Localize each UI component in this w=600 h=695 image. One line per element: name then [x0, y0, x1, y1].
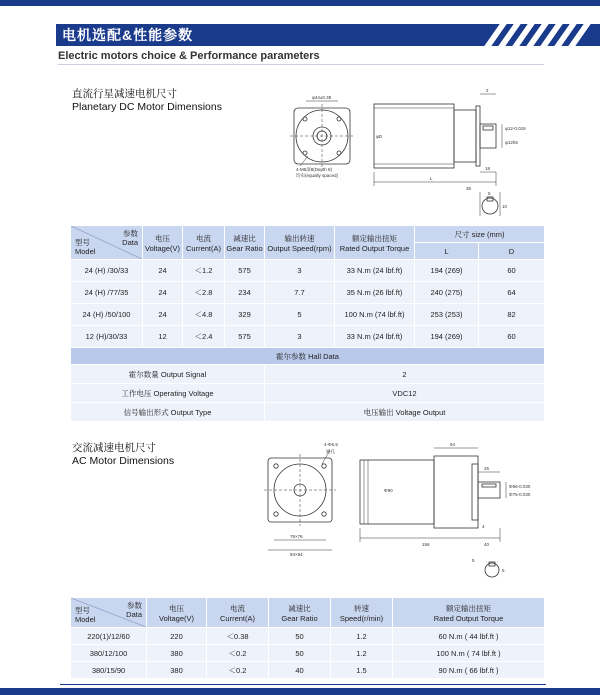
ac-corner-param-cn: 参数 [127, 601, 142, 610]
dc-section-title [72, 88, 222, 114]
dc-hall-row: 工作电压 Operating Voltage VDC12 [71, 384, 545, 403]
page-subtitle: Electric motors choice & Performance parameters [58, 50, 320, 62]
dc-header-output-speed: 输出转速 Output Speed(rpm) [265, 226, 335, 260]
dc-label-phi-top: φ44±0.38 [312, 95, 332, 100]
dc-label-5: 5 [488, 191, 491, 196]
ac-header-current: 电流 Current(A) [207, 598, 269, 628]
dc-label-shaft-1: φ12-0.018 [505, 126, 526, 131]
dc-header-gear-ratio: 减速比 Gear Ratio [225, 226, 265, 260]
ac-table-row: 380/12/100 380 ＜0.2 50 1.2 100 N.m ( 74 lbf.ft ) [71, 645, 545, 662]
dc-title-en: Planetary DC Motor Dimensions [72, 101, 222, 113]
dc-header-size-l: L [415, 243, 479, 260]
dc-label-l: L [430, 176, 433, 181]
dc-header-voltage: 电压 Voltage(V) [143, 226, 183, 260]
dc-label-18: 18 [485, 166, 491, 171]
dc-label-2: 2 [486, 88, 489, 93]
ac-corner-model-cn: 型号 [75, 606, 90, 615]
ac-section-title [72, 442, 174, 468]
dc-corner-model-cn: 型号 [75, 238, 90, 247]
ac-label-inner: 76×76 [290, 534, 303, 539]
dc-hall-row: 霍尔数量 Output Signal 2 [71, 365, 545, 384]
dc-label-shaft-2: φ12h6 [505, 140, 518, 145]
dc-label-key-10: 10 [502, 204, 508, 209]
footer-accent-bar [0, 688, 600, 695]
ac-label-40: 40 [484, 542, 490, 547]
ac-corner-model-en: Model [75, 615, 96, 624]
ac-corner-param-en: Data [126, 610, 142, 619]
ac-table-corner [71, 598, 147, 628]
dc-table-row: 12 (H)/30/33 12 ＜2.4 575 3 33 N.m (24 lbf.ft) 194 (269) 60 [71, 326, 545, 348]
header-stripes-decoration [482, 24, 592, 46]
ac-label-shaft-2: Φ75-0.030 [509, 492, 531, 497]
dc-header-size: 尺寸 size (mm) [415, 226, 545, 243]
top-accent-bar [0, 0, 600, 6]
ac-motor-drawing [260, 436, 535, 584]
dc-title-cn: 直流行星减速电机尺寸 [72, 88, 177, 100]
ac-label-25: 25 [484, 466, 490, 471]
ac-label-d90: Φ90 [384, 488, 393, 493]
ac-label-holes-2: 通孔 [326, 449, 335, 454]
footer-divider [60, 684, 546, 685]
dc-label-36: 36 [466, 186, 472, 191]
ac-label-outer: 94×94 [290, 552, 303, 557]
ac-label-156: 156 [422, 542, 430, 547]
dc-header-size-d: D [479, 243, 545, 260]
dc-table-row: 24 (H) /77/35 24 ＜2.8 234 7.7 35 N.m (26 lbf.ft) 240 (275) 64 [71, 282, 545, 304]
ac-header-speed: 转速 Speed(r/min) [331, 598, 393, 628]
dc-label-bolt-2: 均布(equally spaced) [296, 173, 339, 178]
ac-header-rated-torque: 额定输出扭矩 Rated Output Torque [393, 598, 545, 628]
header-divider [58, 64, 544, 65]
dc-corner-param-cn: 参数 [123, 229, 138, 238]
dc-hall-row: 信号输出形式 Output Type 电压输出 Voltage Output [71, 403, 545, 422]
dc-hall-title: 霍尔参数 Hall Data [71, 348, 545, 365]
ac-table-row: 380/15/90 380 ＜0.2 40 1.5 90 N.m ( 66 lbf.ft ) [71, 662, 545, 679]
dc-label-phi-d: φD [376, 134, 383, 139]
dc-header-rated-torque: 额定输出扭矩 Rated Output Torque [335, 226, 415, 260]
ac-header-gear-ratio: 减速比 Gear Ratio [269, 598, 331, 628]
dc-motor-drawing [280, 86, 530, 222]
dc-corner-model-en: Model [75, 247, 96, 256]
ac-table-row: 220(1)/12/60 220 ＜0.38 50 1.2 60 N.m ( 44 lbf.ft ) [71, 628, 545, 645]
dc-header-current: 电流 Current(A) [183, 226, 225, 260]
ac-label-4: 4 [482, 524, 485, 529]
dc-table-row: 24 (H) /50/100 24 ＜4.8 329 5 100 N.m (74 lbf.ft) 253 (253) 82 [71, 304, 545, 326]
dc-table-row: 24 (H) /30/33 24 ＜1.2 575 3 33 N.m (24 lbf.ft) 194 (269) 60 [71, 260, 545, 282]
ac-label-5: 5 [472, 558, 475, 563]
ac-title-en: AC Motor Dimensions [72, 455, 175, 467]
ac-header-voltage: 电压 Voltage(V) [147, 598, 207, 628]
ac-label-54: 54 [450, 442, 456, 447]
ac-label-holes-1: 4-Φ6.5 [324, 442, 338, 447]
dc-label-bolt-1: 4-M5深8(Depth 8) [296, 167, 333, 172]
dc-spec-table [70, 225, 545, 422]
dc-table-corner [71, 226, 143, 260]
ac-label-key-5: 5 [502, 568, 505, 573]
ac-label-shaft-1: Φ56-0.030 [509, 484, 531, 489]
ac-spec-table [70, 597, 545, 679]
dc-corner-param-en: Data [122, 238, 138, 247]
page-title: 电机选配&性能参数 [56, 24, 206, 46]
ac-title-cn: 交流减速电机尺寸 [72, 442, 156, 454]
